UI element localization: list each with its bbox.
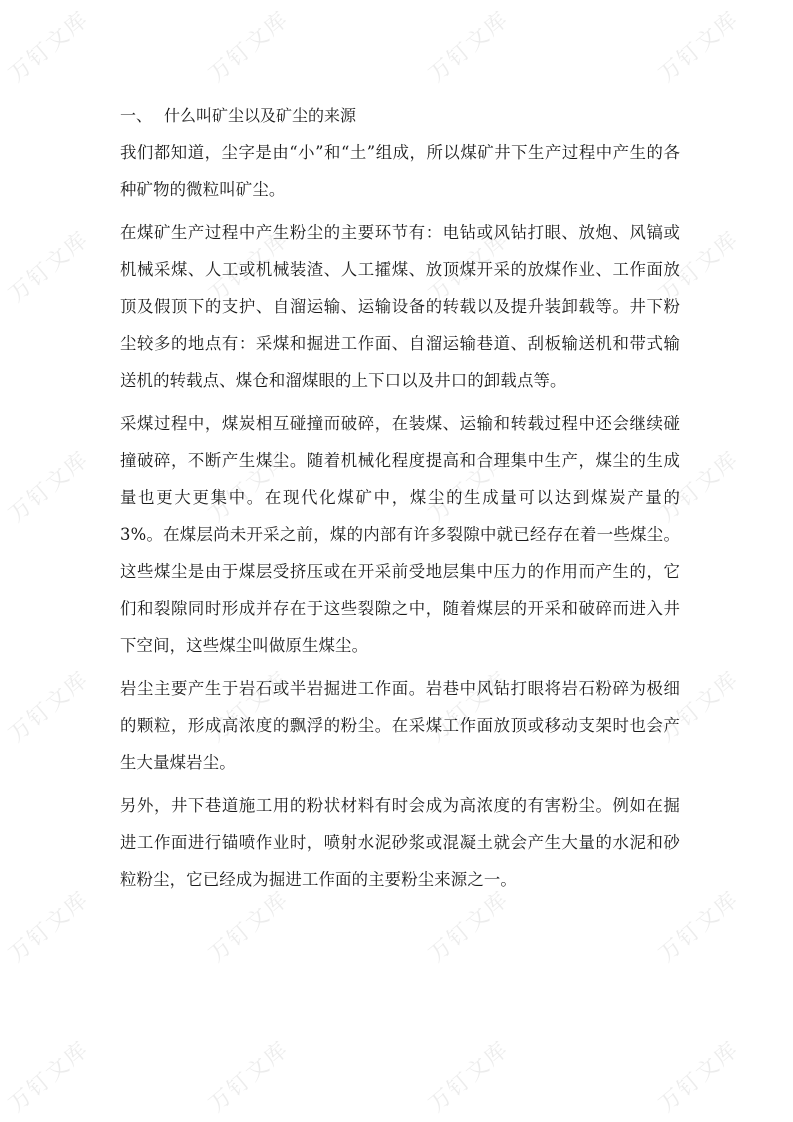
paragraph: 采煤过程中，煤炭相互碰撞而破碎，在装煤、运输和转载过程中还会继续碰撞破碎，不断产生煤尘。随着机械化程度提高和合理集中生产，煤尘的生成量也更大更集中。在现代化煤矿中，煤尘的生成量可以达到煤炭产量的 3%。在煤层尚未开采之前，煤的内部有许多裂隙中就已经存在着一些煤尘。这些煤尘是由于煤层受挤压或在开采前受地层集中压力的作用而产生的，它们和裂隙同时形成并存在于这些裂隙之中，随着煤层的开采和破碎而进入井下空间，这些煤尘叫做原生煤尘。 xyxy=(120,414,680,655)
watermark: 万钉文库 xyxy=(654,886,745,968)
section-heading xyxy=(120,100,680,132)
watermark: 万钉文库 xyxy=(424,6,515,88)
watermark: 万钉文库 xyxy=(424,886,515,968)
watermark: 万钉文库 xyxy=(424,666,515,748)
watermark: 万钉文库 xyxy=(654,446,745,528)
watermark: 万钉文库 xyxy=(204,226,295,308)
watermark: 万钉文库 xyxy=(424,446,515,528)
watermark: 万钉文库 xyxy=(204,1036,295,1118)
section-number: 一、 xyxy=(120,106,153,125)
watermark: 万钉文库 xyxy=(4,6,95,88)
watermark: 万钉文库 xyxy=(654,1036,745,1118)
watermark: 万钉文库 xyxy=(4,226,95,308)
paragraph: 另外，井下巷道施工用的粉状材料有时会成为高浓度的有害粉尘。例如在掘进工作面进行锚喷作业时，喷射水泥砂浆或混凝土就会产生大量的水泥和砂粒粉尘，它已经成为掘进工作面的主要粉尘来源之一。 xyxy=(120,796,680,889)
watermark: 万钉文库 xyxy=(4,1036,95,1118)
section-title: 什么叫矿尘以及矿尘的来源 xyxy=(164,106,357,125)
watermark: 万钉文库 xyxy=(4,886,95,968)
watermark: 万钉文库 xyxy=(204,6,295,88)
watermark: 万钉文库 xyxy=(204,886,295,968)
watermark: 万钉文库 xyxy=(204,666,295,748)
watermark: 万钉文库 xyxy=(424,226,515,308)
watermark: 万钉文库 xyxy=(654,226,745,308)
watermark: 万钉文库 xyxy=(204,446,295,528)
document-body xyxy=(120,100,680,904)
watermark: 万钉文库 xyxy=(654,6,745,88)
paragraph: 在煤矿生产过程中产生粉尘的主要环节有：电钻或风钻打眼、放炮、风镐或机械采煤、人工或机械装渣、人工攉煤、放顶煤开采的放煤作业、工作面放顶及假顶下的支护、自溜运输、运输设备的转载以及提升装卸载等。井下粉尘较多的地点有：采煤和掘进工作面、自溜运输巷道、刮板输送机和带式输送机的转载点、煤仓和溜煤眼的上下口以及井口的卸载点等。 xyxy=(120,223,680,390)
watermark: 万钉文库 xyxy=(4,666,95,748)
watermark: 万钉文库 xyxy=(4,446,95,528)
watermark: 万钉文库 xyxy=(424,1036,515,1118)
watermark: 万钉文库 xyxy=(654,666,745,748)
paragraph: 我们都知道，尘字是由“小”和“土”组成，所以煤矿井下生产过程中产生的各种矿物的微粒叫矿尘。 xyxy=(120,143,680,199)
paragraph: 岩尘主要产生于岩石或半岩掘进工作面。岩巷中风钻打眼将岩石粉碎为极细的颗粒，形成高浓度的飘浮的粉尘。在采煤工作面放顶或移动支架时也会产生大量煤岩尘。 xyxy=(120,679,680,772)
